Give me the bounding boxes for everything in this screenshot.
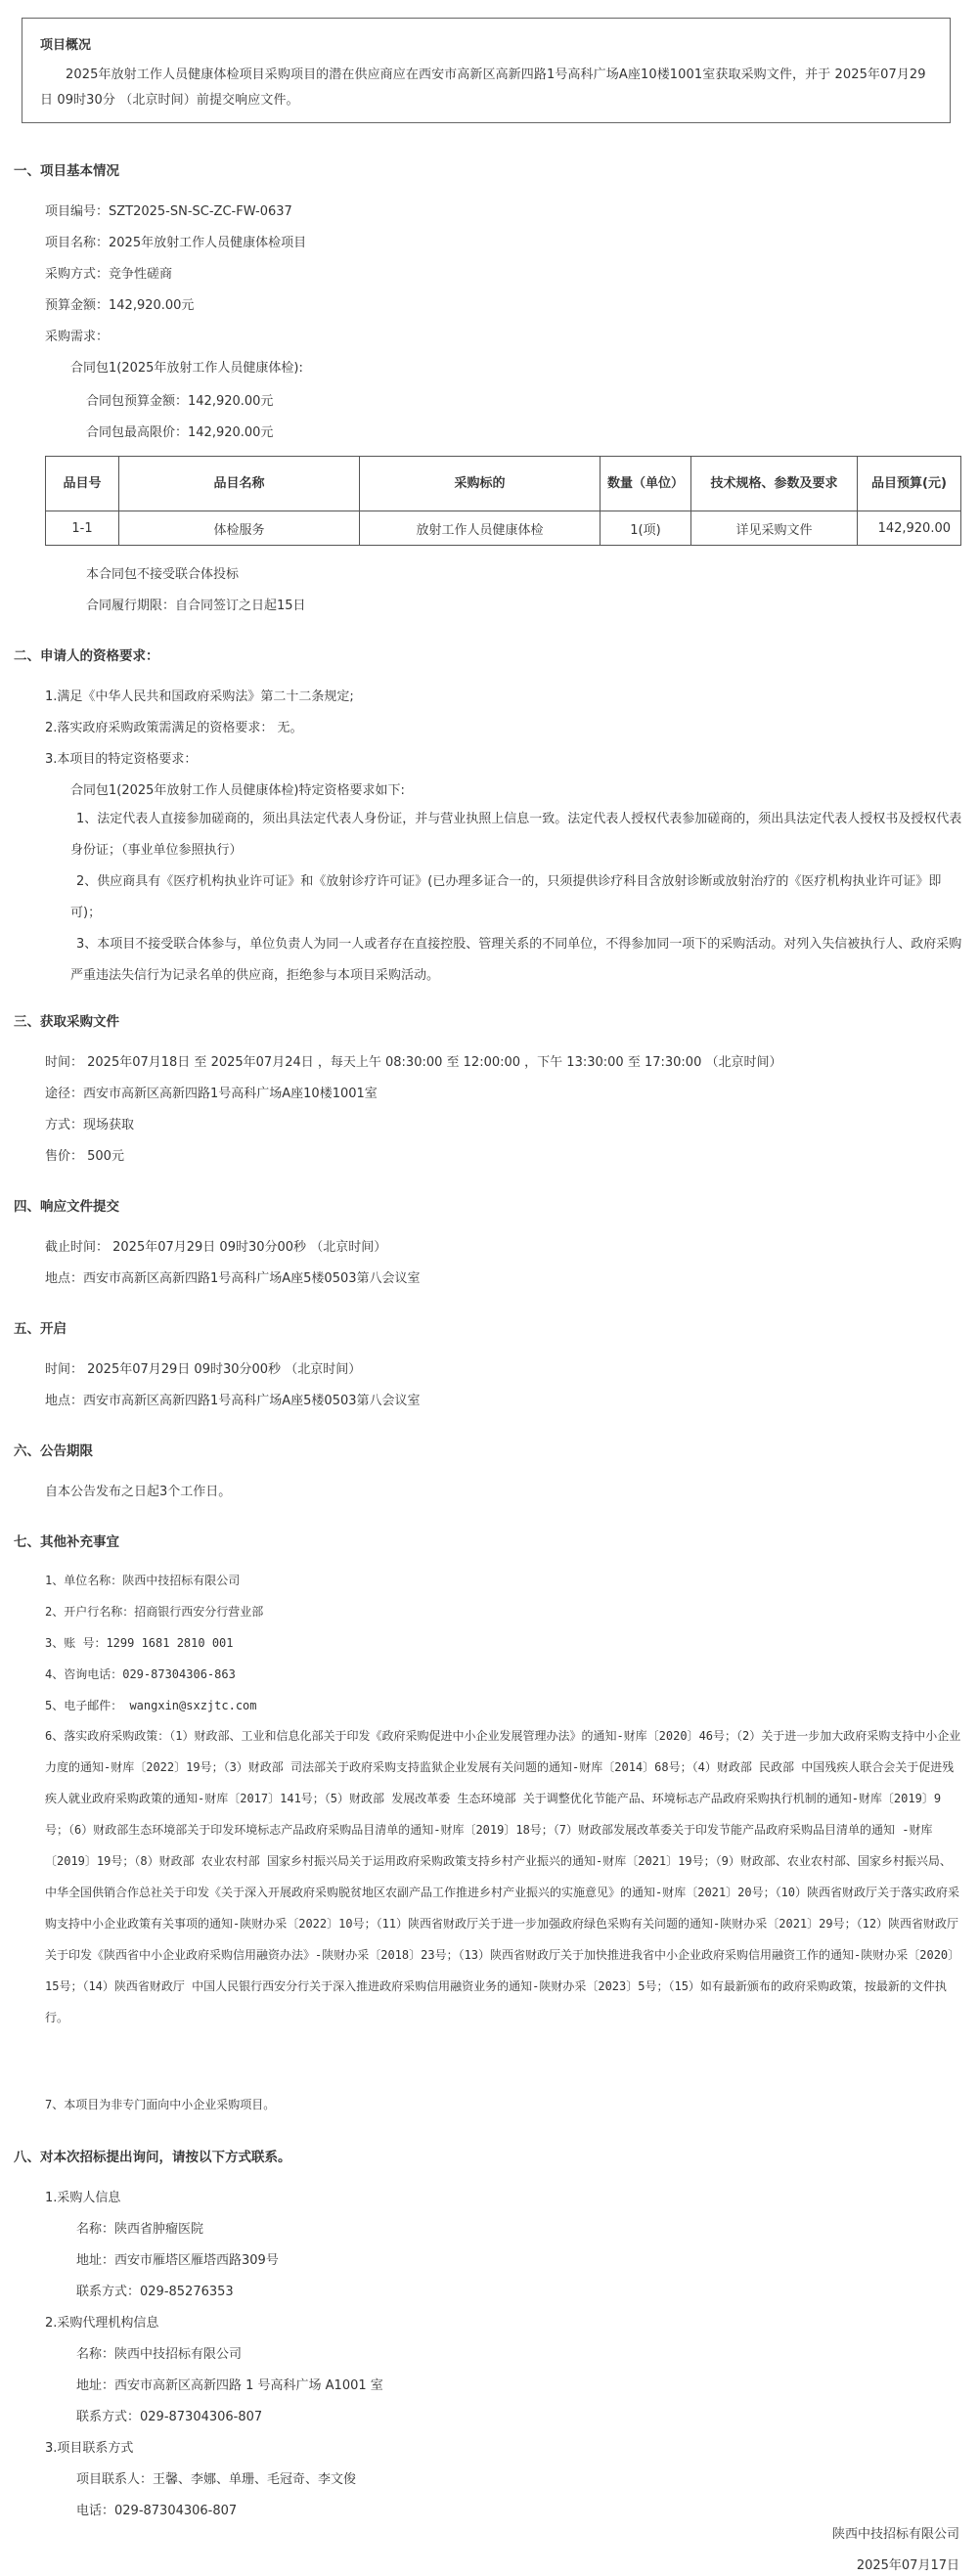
- cell-item-name: 体检服务: [119, 511, 360, 546]
- overview-text: 2025年放射工作人员健康体检项目采购项目的潜在供应商应在西安市高新区高新四路1号高科广场A座10楼1001室获取采购文件，并于 2025年07月29日 09时30分 （北京时间）前提交响应文件。: [40, 67, 926, 108]
- buyer-info-title: 1.采购人信息: [45, 2191, 121, 2205]
- qualification-3: 3.本项目的特定资格要求：: [45, 752, 198, 767]
- cell-specs: 详见采购文件: [691, 511, 858, 546]
- qualification-para-2: 2、供应商具有《医疗机构执业许可证》和《放射诊疗许可证》(已办理多证合一的，只须提供诊疗科目含放射诊断或放射治疗的《医疗机构执业许可证》即可)；: [70, 874, 942, 920]
- supplement-7: 7、本项目为非专门面向中小企业采购项目。: [45, 2098, 276, 2111]
- header-budget: 品目预算(元): [858, 457, 961, 511]
- header-item-no: 品目号: [46, 457, 119, 511]
- budget-amount: 预算金额：142,920.00元: [45, 298, 195, 313]
- opening-place: 地点：西安市高新区高新四路1号高科广场A座5楼0503第八会议室: [45, 1394, 421, 1408]
- cell-item-no: 1-1: [46, 511, 119, 546]
- section-7-title: 七、其他补充事宜: [14, 1534, 119, 1550]
- package-qualification: 合同包1(2025年放射工作人员健康体检)特定资格要求如下:: [70, 783, 405, 798]
- supplement-6-policies: 6、落实政府采购政策：（1）财政部、工业和信息化部关于印发《政府采购促进中小企业发展管理办法》的通知-财库〔2020〕46号；（2）关于进一步加大政府采购支持中小企业力度的通知-财库〔2022〕19号；（3）财政部 司法部关于政府采购支持监狱企业发展有关问题的通知-财库〔2014〕68号；（4）财政部 民政部 中国残疾人联合会关于促进残疾人就业政府采购政策的通知-财库〔2017〕141号；（5）财政部 发展改革委 生态环境部 关于调整优化节能产品、环境标志产品政府采购执行机制的通知-财库〔2019〕9号；（6）财政部生态环境部关于印发环境标志产品政府采购品目清单的通知-财库〔2019〕18号；（7）财政部发展改革委关于印发节能产品政府采购品目清单的通知 -财库〔2019〕19号；（8）财政部 农业农村部 国家乡村振兴局关于运用政府采购政策支持乡村产业振兴的通知-财库〔2021〕19号；（9）财政部、农业农村部、国家乡村振兴局、中华全国供销合作总社关于印发《关于深入开展政府采购脱贫地区农副产品工作推进乡村产业振兴的实施意见》的通知-财库〔2021〕20号；（10）陕西省财政厅关于落实政府采购支持中小企业政策有关事项的通知-陕财办采〔2022〕10号；（11）陕西省财政厅关于进一步加强政府绿色采购有关问题的通知-陕财办采〔2021〕29号；（12）陕西省财政厅关于印发《陕西省中小企业政府采购信用融资办法》-陕财办采〔2018〕23号；（13）陕西省财政厅关于加快推进我省中小企业政府采购信用融资工作的通知-陕财办采〔2020〕15号；（14）陕西省财政厅 中国人民银行西安分行关于深入推进政府采购信用融资业务的通知-陕财办采〔2023〕5号；（15）如有最新颁布的政府采购政策，按最新的文件执行。: [45, 1729, 961, 2024]
- submission-deadline: 截止时间： 2025年07月29日 09时30分00秒 （北京时间）: [45, 1240, 387, 1255]
- supplement-4: 4、咨询电话：029-87304306-863: [45, 1667, 236, 1681]
- opening-time: 时间： 2025年07月29日 09时30分00秒 （北京时间）: [45, 1362, 362, 1377]
- procurement-method: 采购方式：竞争性磋商: [45, 267, 173, 282]
- agent-info-title: 2.采购代理机构信息: [45, 2316, 159, 2331]
- supplement-3: 3、账 号：1299 1681 2810 001: [45, 1636, 234, 1650]
- section-8-title: 八、对本次招标提出询问，请按以下方式联系。: [14, 2150, 291, 2165]
- document-price: 售价： 500元: [45, 1149, 124, 1164]
- cell-subject: 放射工作人员健康体检: [360, 511, 601, 546]
- project-contact-title: 3.项目联系方式: [45, 2441, 134, 2456]
- buyer-address: 地址：西安市雁塔区雁塔西路309号: [76, 2253, 279, 2268]
- procurement-need: 采购需求：: [45, 330, 110, 344]
- supplement-2: 2、开户行名称：招商银行西安分行营业部: [45, 1605, 264, 1619]
- acquire-time: 时间： 2025年07月18日 至 2025年07月24日 ，每天上午 08:30:00 至 12:00:00 ，下午 13:30:00 至 17:30:00 （北京时间）: [45, 1055, 782, 1070]
- package-max-price: 合同包最高限价：142,920.00元: [86, 425, 274, 440]
- buyer-name: 名称：陕西省肿瘤医院: [76, 2222, 204, 2237]
- supplement-1: 1、单位名称：陕西中技招标有限公司: [45, 1574, 241, 1587]
- section-2-title: 二、申请人的资格要求：: [14, 648, 159, 664]
- section-5-title: 五、开启: [14, 1321, 67, 1337]
- qualification-para-3: 3、本项目不接受联合体参与，单位负责人为同一人或者存在直接控股、管理关系的不同单位，不得参加同一项下的采购活动。对列入失信被执行人、政府采购严重违法失信行为记录名单的供应商，拒绝参与本项目采购活动。: [70, 937, 962, 983]
- header-quantity: 数量（单位）: [601, 457, 691, 511]
- submission-place: 地点：西安市高新区高新四路1号高科广场A座5楼0503第八会议室: [45, 1271, 421, 1286]
- items-table: [45, 456, 961, 546]
- project-name: 项目名称：2025年放射工作人员健康体检项目: [45, 236, 307, 250]
- header-subject: 采购标的: [360, 457, 601, 511]
- supplement-5-email[interactable]: 5、电子邮件： wangxin@sxzjtc.com: [45, 1699, 257, 1712]
- buyer-phone: 联系方式：029-85276353: [76, 2285, 234, 2299]
- agent-phone: 联系方式：029-87304306-807: [76, 2410, 263, 2424]
- project-contact-phone: 电话：029-87304306-807: [76, 2504, 238, 2518]
- agent-address: 地址：西安市高新区高新四路 1 号高科广场 A1001 室: [76, 2378, 383, 2393]
- section-6-title: 六、公告期限: [14, 1443, 93, 1459]
- contract-period: 合同履行期限：自合同签订之日起15日: [86, 599, 306, 613]
- cell-budget: 142,920.00: [858, 511, 961, 546]
- acquire-place: 途径：西安市高新区高新四路1号高科广场A座10楼1001室: [45, 1087, 378, 1101]
- overview-box: [22, 18, 951, 123]
- acquire-method: 方式：现场获取: [45, 1118, 135, 1133]
- overview-title: 项目概况: [40, 38, 92, 53]
- agent-name: 名称：陕西中技招标有限公司: [76, 2347, 243, 2362]
- no-consortium-note: 本合同包不接受联合体投标: [86, 567, 240, 582]
- section-4-title: 四、响应文件提交: [14, 1199, 119, 1215]
- cell-quantity: 1(项): [601, 511, 691, 546]
- qualification-2: 2.落实政府采购政策需满足的资格要求： 无。: [45, 721, 303, 735]
- header-item-name: 品目名称: [119, 457, 360, 511]
- section-3-title: 三、获取采购文件: [14, 1014, 119, 1030]
- header-specs: 技术规格、参数及要求: [691, 457, 858, 511]
- package-title: 合同包1(2025年放射工作人员健康体检):: [70, 361, 303, 376]
- qualification-1: 1.满足《中华人民共和国政府采购法》第二十二条规定;: [45, 689, 354, 704]
- section-1-title: 一、项目基本情况: [14, 163, 119, 179]
- footer-organization: 陕西中技招标有限公司: [831, 2527, 959, 2542]
- package-budget: 合同包预算金额：142,920.00元: [86, 394, 274, 409]
- footer-date: 2025年07月17日: [856, 2558, 959, 2573]
- qualification-para-1: 1、法定代表人直接参加磋商的，须出具法定代表人身份证，并与营业执照上信息一致。法定代表人授权代表参加磋商的，须出具法定代表人授权书及授权代表身份证；（事业单位参照执行）: [70, 812, 962, 858]
- table-row: [46, 511, 961, 546]
- project-number: 项目编号：SZT2025-SN-SC-ZC-FW-0637: [45, 204, 292, 219]
- project-contact-people: 项目联系人：王馨、李娜、单珊、毛冠奇、李文俊: [76, 2472, 357, 2487]
- table-header-row: [46, 457, 961, 511]
- notice-period: 自本公告发布之日起3个工作日。: [45, 1485, 232, 1499]
